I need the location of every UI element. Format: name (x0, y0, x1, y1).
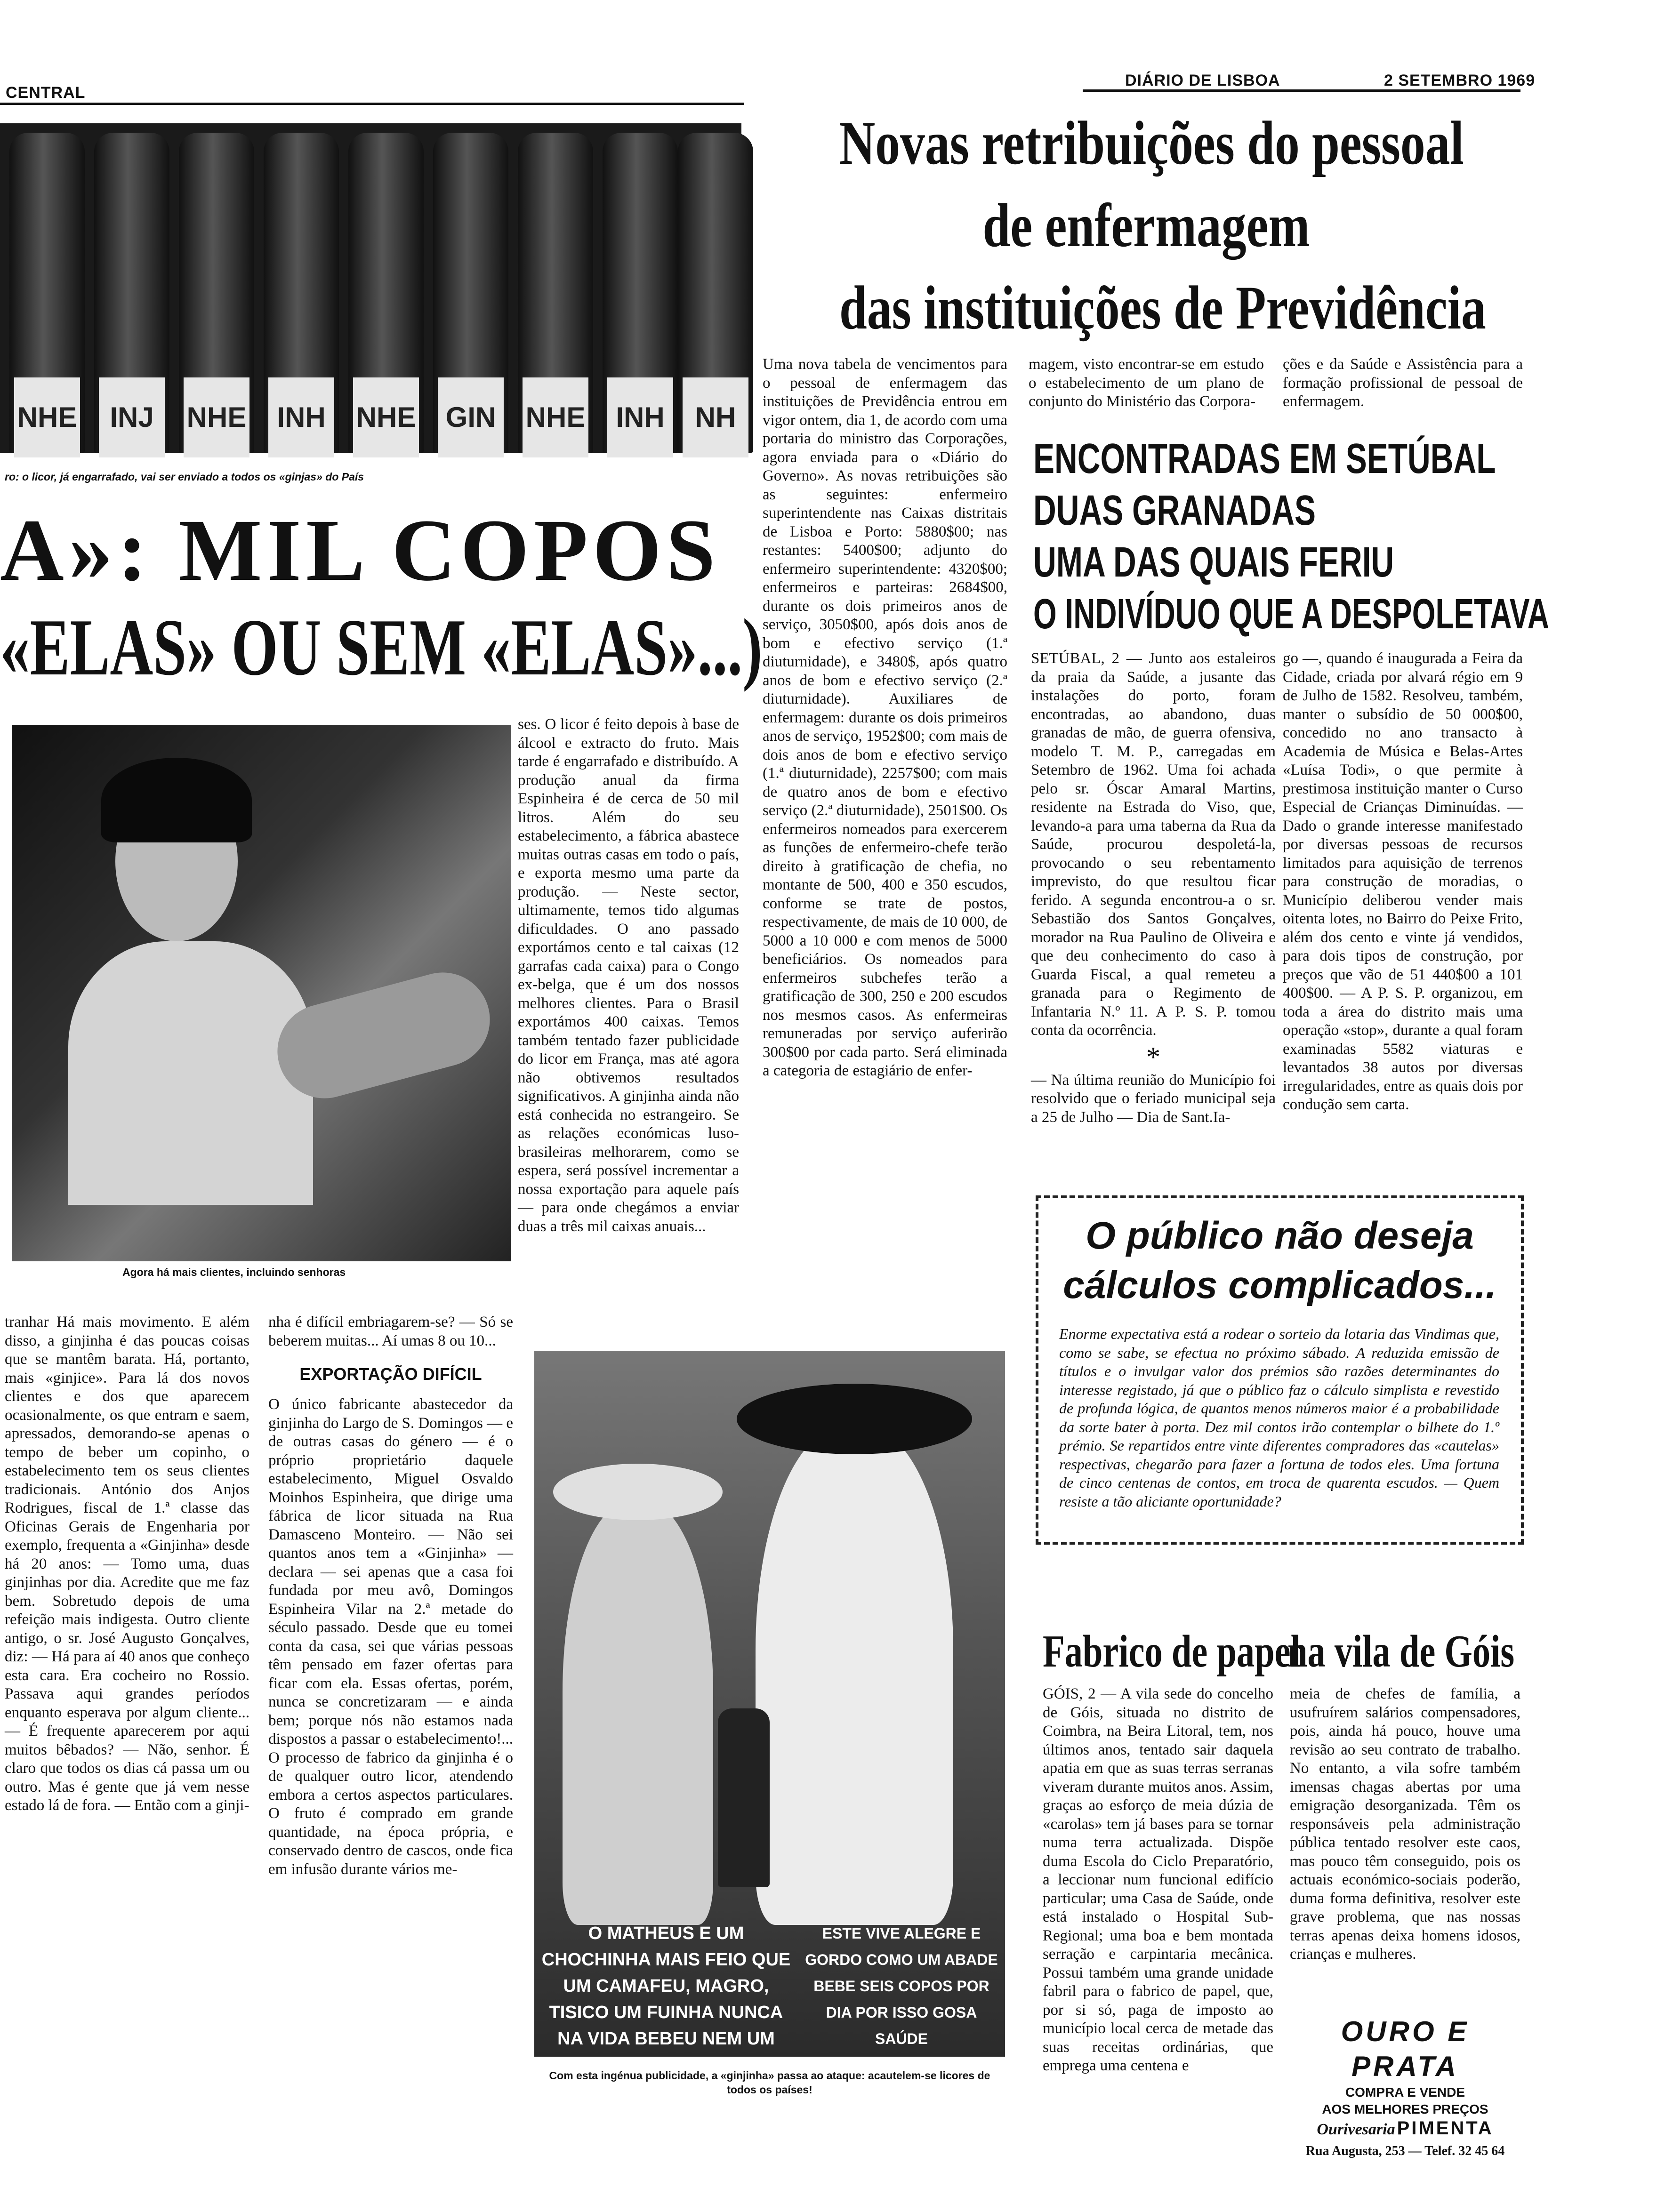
separator: * (1146, 1041, 1160, 1073)
nursing-headline-line2: de enfermagem (982, 191, 1310, 260)
woman-hair-shape (101, 758, 252, 842)
gois-col2 (1290, 1685, 1520, 1964)
bottle-shape: NH (678, 133, 753, 453)
ginjinha-poster-photo (534, 1351, 1005, 2075)
ginjinha-headline-line2: «ELAS» OU SEM «ELAS»...) (0, 603, 763, 692)
ad-line1: COMPRA E VENDE (1345, 2085, 1465, 2100)
paragraph: ções e da Saúde e Assistência para a formação profissional de pessoal de enfermagem. (1283, 356, 1523, 410)
ginjinha-col2-top (518, 715, 739, 1236)
header-rule-right (1083, 89, 1520, 92)
ginjinha-col1 (5, 1313, 249, 1815)
paragraph: Uma nova tabela de vencimentos para o pessoal de enfermagem das instituições de Previdência entrou em vigor ontem, dia 1, de acordo com uma portaria do ministro das Corporações, agora enviada para o «Diário do Governo». As novas retribuições são as seguintes: enfermeiro superintendente nas Caixas distritais de Lisboa e Porto: 5880$00; nas restantes: 5400$00; adjunto do enfermeiro superintendente: 4320$00; enfermeiros e parteiras: 2684$00, durante os dois primeiros anos de serviço, 3050$00, após dois anos de bom e efectivo serviço (1.ª diuturnidade), e 3480$, após quatro anos de bom e efectivo serviço (2.ª diuturnidade). Auxiliares de enfermagem: durante os dois primeiros anos de serviço, 1952$00; com mais de dois anos de bom e efectivo serviço (1.ª diuturnidade), 2257$00; com mais de quatro anos de bom e efectivo serviço (2.ª diuturnidade), 2501$00. Os enfermeiros nomeados para exercerem as funções de enfermeiro-chefe terão direito à gratificação de chefia, no montante de 500, 400 e 350 escudos, conforme se trate de postos, respectivamente, de mais de 10 000, de 5000 a 10 000 e com menos de 5000 beneficiários. Os nomeados para enfermeiros subchefes terão a gratificação de 300, 250 e 200 escudos nos mesmos casos. As enfermeiras remuneradas por serviço auferirão 300$00 por cada parto. Será eliminada a categoria de estagiário de enfer- (763, 356, 1007, 1079)
paragraph: — Na última reunião do Município foi resolvido que o feriado municipal seja a 25 de Julho — Dia de Sant.Ia- (1031, 1071, 1276, 1126)
paragraph: meia de chefes de família, a usufruírem salários compensadores, pois, ainda há pouco, houve uma revisão ao seu contrato de trabalho. No entanto, a vila sofre também imensas chagas abertas por uma emigração desorganizada. Têm os responsáveis pela administração pública tentado resolver este caos, mas pouco têm conseguido, pois os actuais económico-sociais poderão, duma forma definitiva, resolver este grave problema, que nas nossas terras apenas deixa homens idosos, crianças e mulheres. (1290, 1685, 1520, 1963)
setubal-headline-line2: DUAS GRANADAS (1033, 487, 1316, 534)
setubal-col1 (1031, 649, 1276, 1127)
man-left-shape (563, 1501, 713, 1925)
bottles-photo (0, 123, 741, 453)
issue-date: 2 SETEMBRO 1969 (1384, 72, 1536, 89)
newspaper-name: DIÁRIO DE LISBOA (1125, 72, 1280, 89)
woman-body-shape (68, 941, 313, 1205)
woman-drinking-photo (12, 725, 511, 1261)
paragraph: GÓIS, 2 — A vila sede do concelho de Góis, situada no distrito de Coimbra, na Beira Litoral, tem, nos últimos anos, tentado sair daquela apatia em que as suas terras serranas viveram durante muitos anos. Assim, graças ao esforço de meia dúzia de «carolas» tem já bases para se tornar numa terra actualizada. Dispõe duma Escola do Ciclo Preparatório, a leccionar num funcional edifício particular; uma Casa de Saúde, onde está instalado o Hospital Sub-Regional; uma boa e bem montada serração e carpintaria mecânica. Possui também uma grande unidade fabril para o fabrico de papel, que, por si só, paga de imposto ao município local cerca de metade das suas receitas ordinárias, que emprega uma centena e (1043, 1685, 1273, 2074)
paragraph: SETÚBAL, 2 — Junto aos estaleiros da praia da Saúde, a jusante das instalações do porto, foram encontradas, ao abandono, duas granadas de mão, de guerra ofensiva, modelo T. M. P., carregadas em Setembro de 1962. Uma foi achada pelo sr. Óscar Amaral Martins, residente na Estrada do Viso, que, levando-a para uma taberna da Rua da Saúde, procurou despoletá-la, provocando o seu rebentamento imprevisto, do que resultou ficar ferido. A segunda encontrou-a o sr. Sebastião dos Santos Gonçalves, morador na Rua Paulino de Oliveira e que deu conhecimento do caso à Guarda Fiscal, a qual remeteu a granada para o Regimento de Infantaria N.º 11. A P. S. P. tomou conta da ocorrência. (1031, 650, 1276, 1039)
poster-caption: Com esta ingénua publicidade, a «ginjinha» passa ao ataque: acautelem-se licores de todos os países! (549, 2069, 990, 2096)
bottle-shape: NHE (518, 133, 593, 453)
paragraph: go —, quando é inaugurada a Feira da Cidade, criada por alvará régio em 9 de Julho de 1582. Resolveu, também, manter o subsídio de 50 000$00, concedido no ano transacto à Academia de Música e Belas-Artes «Luísa Todi», o que permite à prestimosa instituição manter o Curso Especial de Crianças Diminuídas. — Dado o grande interesse manifestado por diversas pessoas de recursos limitados para aquisição de terrenos para construção de moradias, o Município deliberou vender mais oitenta lotes, no Bairro do Peixe Frito, além dos cento e vinte já vendidos, para dois tipos de construção, por preços que vão de 51 440$00 a 101 400$00. — A P. S. P. organizou, em toda a área do distrito mais uma operação «stop», durante a qual foram examinadas 5582 viaturas e levantados 38 autos por diversas irregularidades, entre as quais dois por condução sem carta. (1283, 650, 1523, 1113)
man-left-hat-shape (553, 1464, 723, 1520)
nursing-headline-line3: das instituições de Previdência (839, 273, 1486, 342)
setubal-headline-line4: O INDIVÍDUO QUE A DESPOLETAVA (1033, 591, 1549, 638)
paragraph: ses. O licor é feito depois à base de álcool e extracto do fruto. Mais tarde é engarrafado e distribuído. A produção anual da firma Espinheira é de cerca de 50 mil litros. Além do seu estabelecimento, a fábrica abastece muitas outras casas em todo o país, e exporta mesmo uma parte da produção. — Neste sector, ultimamente, temos tido algumas dificuldades. O ano passado exportámos cento e tal caixas (12 garrafas cada caixa) para o Congo ex-belga, que é um dos nossos melhores clientes. Para o Brasil exportámos 400 caixas. Temos também tentado fazer publicidade do licor em França, mas até agora não obtivemos resultados significativos. A ginjinha ainda não está conhecida no estrangeiro. Se as relações económicas luso-brasileiras melhorarem, como se espera, será possível incrementar a nossa exportação para aquele país — para onde chegámos a enviar duas a três mil caixas anuais... (518, 716, 739, 1235)
ad-line3 (1290, 2118, 1520, 2143)
ad-shop-name: PIMENTA (1397, 2118, 1494, 2139)
bottle-shape: INH (603, 133, 678, 453)
lottery-headline-line2: cálculos complicados... (1063, 1264, 1496, 1306)
gois-col1 (1043, 1685, 1273, 2076)
paragraph: tranhar Há mais movimento. E além disso, a ginjinha é das poucas coisas que se mantêm barata. Há, portanto, mais «ginjice». Para lá dos novos clientes e dos que aparecem ocasionalmente, os que entram e saem, apressados, demorando-se apenas o tempo de beber um copinho, o estabelecimento tem os seus clientes tradicionais. António dos Anjos Rodrigues, fiscal de 1.ª classe das Oficinas Gerais de Engenharia por exemplo, frequenta a «Ginjinha» desde há 20 anos: — Tomo uma, duas ginjinhas por dia. Acredite que me faz bem. Sobretudo depois de uma refeição mais indigesta. Outro cliente antigo, o sr. José Augusto Gonçalves, diz: — Há para aí 40 anos que conheço esta cara. Era cocheiro no Rossio. Passava aqui grandes períodos enquanto esperava por algum cliente... — É frequente aparecerem por aqui muitos bêbados? — Não, senhor. É claro que todos os dias cá passa um ou outro. Mas é gente que já vem nesse estado lá de fora. — Então com a ginji- (5, 1314, 249, 1814)
ginjinha-col2-bottom (268, 1313, 513, 1879)
poster-text-right: ESTE VIVE ALEGRE E GORDO COMO UM ABADE BEBE SEIS COPOS POR DIA POR ISSO GOSA SAÚDE (805, 1925, 998, 2047)
ginjinha-headline-line1: A»: MIL COPOS (0, 501, 720, 599)
paragraph: nha é difícil embriagarem-se? — Só se beberem muitas... Aí umas 8 ou 10... (268, 1314, 513, 1349)
poster-text-left: O MATHEUS E UM CHOCHINHA MAIS FEIO QUE UM CAMAFEU, MAGRO, TISICO UM FUINHA NUNCA NA VIDA BEBEU NEM UM COPO DE GINJINHA. (541, 1923, 791, 2075)
header-rule-left (0, 103, 744, 105)
bottle-illustration (718, 1708, 770, 1887)
ad-title: OURO E PRATA (1341, 2016, 1470, 2082)
setubal-headline-line1: ENCONTRADAS EM SETÚBAL (1033, 435, 1496, 482)
paragraph: Enorme expectativa está a rodear o sorteio da lotaria das Vindimas que, como se sabe, se efectua no próximo sábado. A reduzida emissão de títulos e o invulgar valor dos prémios são razões determinantes do interesse registado, já que o público faz o cálculo simplista e revestido de profunda lógica, de quantos menos números maior é a probabilidade da sorte bater à porta. Dez mil contos irão contemplar o bilhete do 1.º prémio. Se repartidos entre vinte diferentes compradores das «cautelas» respectivas, chegarão para fazer a fortuna de todos eles. Uma fortuna de cinco centenas de contos, em troca de quarenta escudos. — Quem resiste a tão aliciante oportunidade? (1059, 1325, 1499, 1510)
ad-address: Rua Augusta, 253 — Telef. 32 45 64 (1305, 2144, 1505, 2158)
man-right-hat-shape (737, 1384, 972, 1454)
section-label: CENTRAL (6, 84, 86, 102)
lottery-headline-line1: O público não deseja (1086, 1214, 1474, 1257)
nursing-headline-line1: Novas retribuições do pessoal (839, 108, 1464, 177)
setubal-col2 (1283, 649, 1523, 1114)
bottle-shape: NHE (348, 133, 424, 453)
paragraph: magem, visto encontrar-se em estudo o estabelecimento de um plano de conjunto do Ministério das Corpora- (1029, 356, 1264, 410)
bottle-shape: GIN (433, 133, 508, 453)
bottle-shape: NHE (179, 133, 254, 453)
nursing-col3 (1283, 355, 1523, 411)
bottle-shape: NHE (9, 133, 85, 453)
gois-headline-part1: Fabrico de papel (1043, 1626, 1301, 1677)
paragraph: O único fabricante abastecedor da ginjinha do Largo de S. Domingos — e de outras casas do género — é o próprio proprietário daquele estabelecimento, Miguel Osvaldo Moinhos Espinheira, que dirige uma fábrica de licor situada na Rua Damasceno Monteiro. — Não sei quantos anos tem a «Ginjinha» — declara — sei apenas que a casa foi fundada por meu avô, Domingos Espinheira Vilar na 2.ª metade do século passado. Desde que eu tomei conta da casa, sei que várias pessoas têm pensado em fazer ofertas para ficar com ela. Essas ofertas, porém, nunca se concretizaram — e ainda bem; porque nós não estamos nada dispostos a passar o estabelecimento!... O processo de fabrico da ginjinha é o de qualquer outro licor, atendendo embora a certos aspectos particulares. O fruto é comprado em grande quantidade, na época própria, e conservado dentro de cascos, onde fica em infusão durante vários me- (268, 1396, 514, 1878)
jewelry-ad (1290, 2014, 1520, 2158)
bottles-caption: ro: o licor, já engarrafado, vai ser enviado a todos os «ginjas» do País (5, 471, 364, 483)
gois-headline-part2: na vila de Góis (1287, 1626, 1515, 1677)
ad-shop-type: Ourivesaria (1317, 2121, 1395, 2138)
arm-shape (267, 962, 500, 1109)
ad-line2: AOS MELHORES PREÇOS (1322, 2102, 1488, 2116)
bottle-shape: INJ (94, 133, 169, 453)
lottery-body (1059, 1325, 1499, 1511)
nursing-col1 (763, 355, 1007, 1081)
subheading: EXPORTAÇÃO DIFÍCIL (299, 1364, 482, 1384)
bottle-shape: INH (264, 133, 339, 453)
setubal-headline-line3: UMA DAS QUAIS FERIU (1033, 539, 1394, 586)
woman-photo-caption: Agora há mais clientes, incluindo senhoras (122, 1266, 346, 1278)
man-right-shape (756, 1426, 953, 1925)
nursing-col2 (1029, 355, 1264, 411)
